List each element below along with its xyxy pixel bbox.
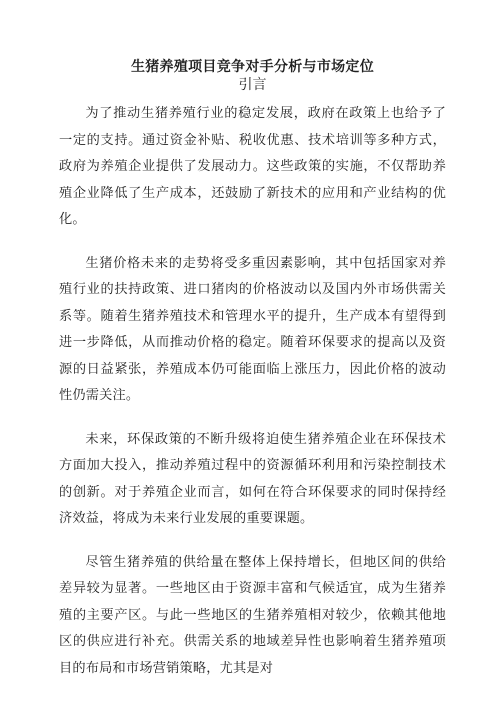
- paragraph-4: 尽管生猪养殖的供给量在整体上保持增长，但地区间的供给差异较为显著。一些地区由于资源丰富和气候适宜，成为生猪养殖的主要产区。与此一些地区的生猪养殖相对较少，依赖其他地区的供应进行补充。供需关系的地域差异性也影响着生猪养殖项目的布局和市场营销策略，尤其是对: [59, 554, 446, 676]
- paragraph-3: 未来，环保政策的不断升级将迫使生猪养殖企业在环保技术方面加大投入，推动养殖过程中的资源循环利用和污染控制技术的创新。对于养殖企业而言，如何在符合环保要求的同时保持经济效益，将成为未来行业发展的重要课题。: [59, 431, 446, 526]
- page-title: 生猪养殖项目竞争对手分析与市场定位: [130, 59, 375, 75]
- section-heading: 引言: [238, 77, 267, 93]
- paragraph-1: 为了推动生猪养殖行业的稳定发展，政府在政策上也给予了一定的支持。通过资金补贴、税收优惠、技术培训等多种方式，政府为养殖企业提供了发展动力。这些政策的实施，不仅帮助养殖企业降低了生产成本，还鼓励了新技术的应用和产业结构的优化。: [59, 106, 446, 227]
- paragraph-2: 生猪价格未来的走势将受多重因素影响，其中包括国家对养殖行业的扶持政策、进口猪肉的价格波动以及国内外市场供需关系等。随着生猪养殖技术和管理水平的提升，生产成本有望得到进一步降低，从而推动价格的稳定。随着环保要求的提高以及资源的日益紧张，养殖成本仍可能面临上涨压力，因此价格的波动性仍需关注。: [59, 255, 446, 403]
